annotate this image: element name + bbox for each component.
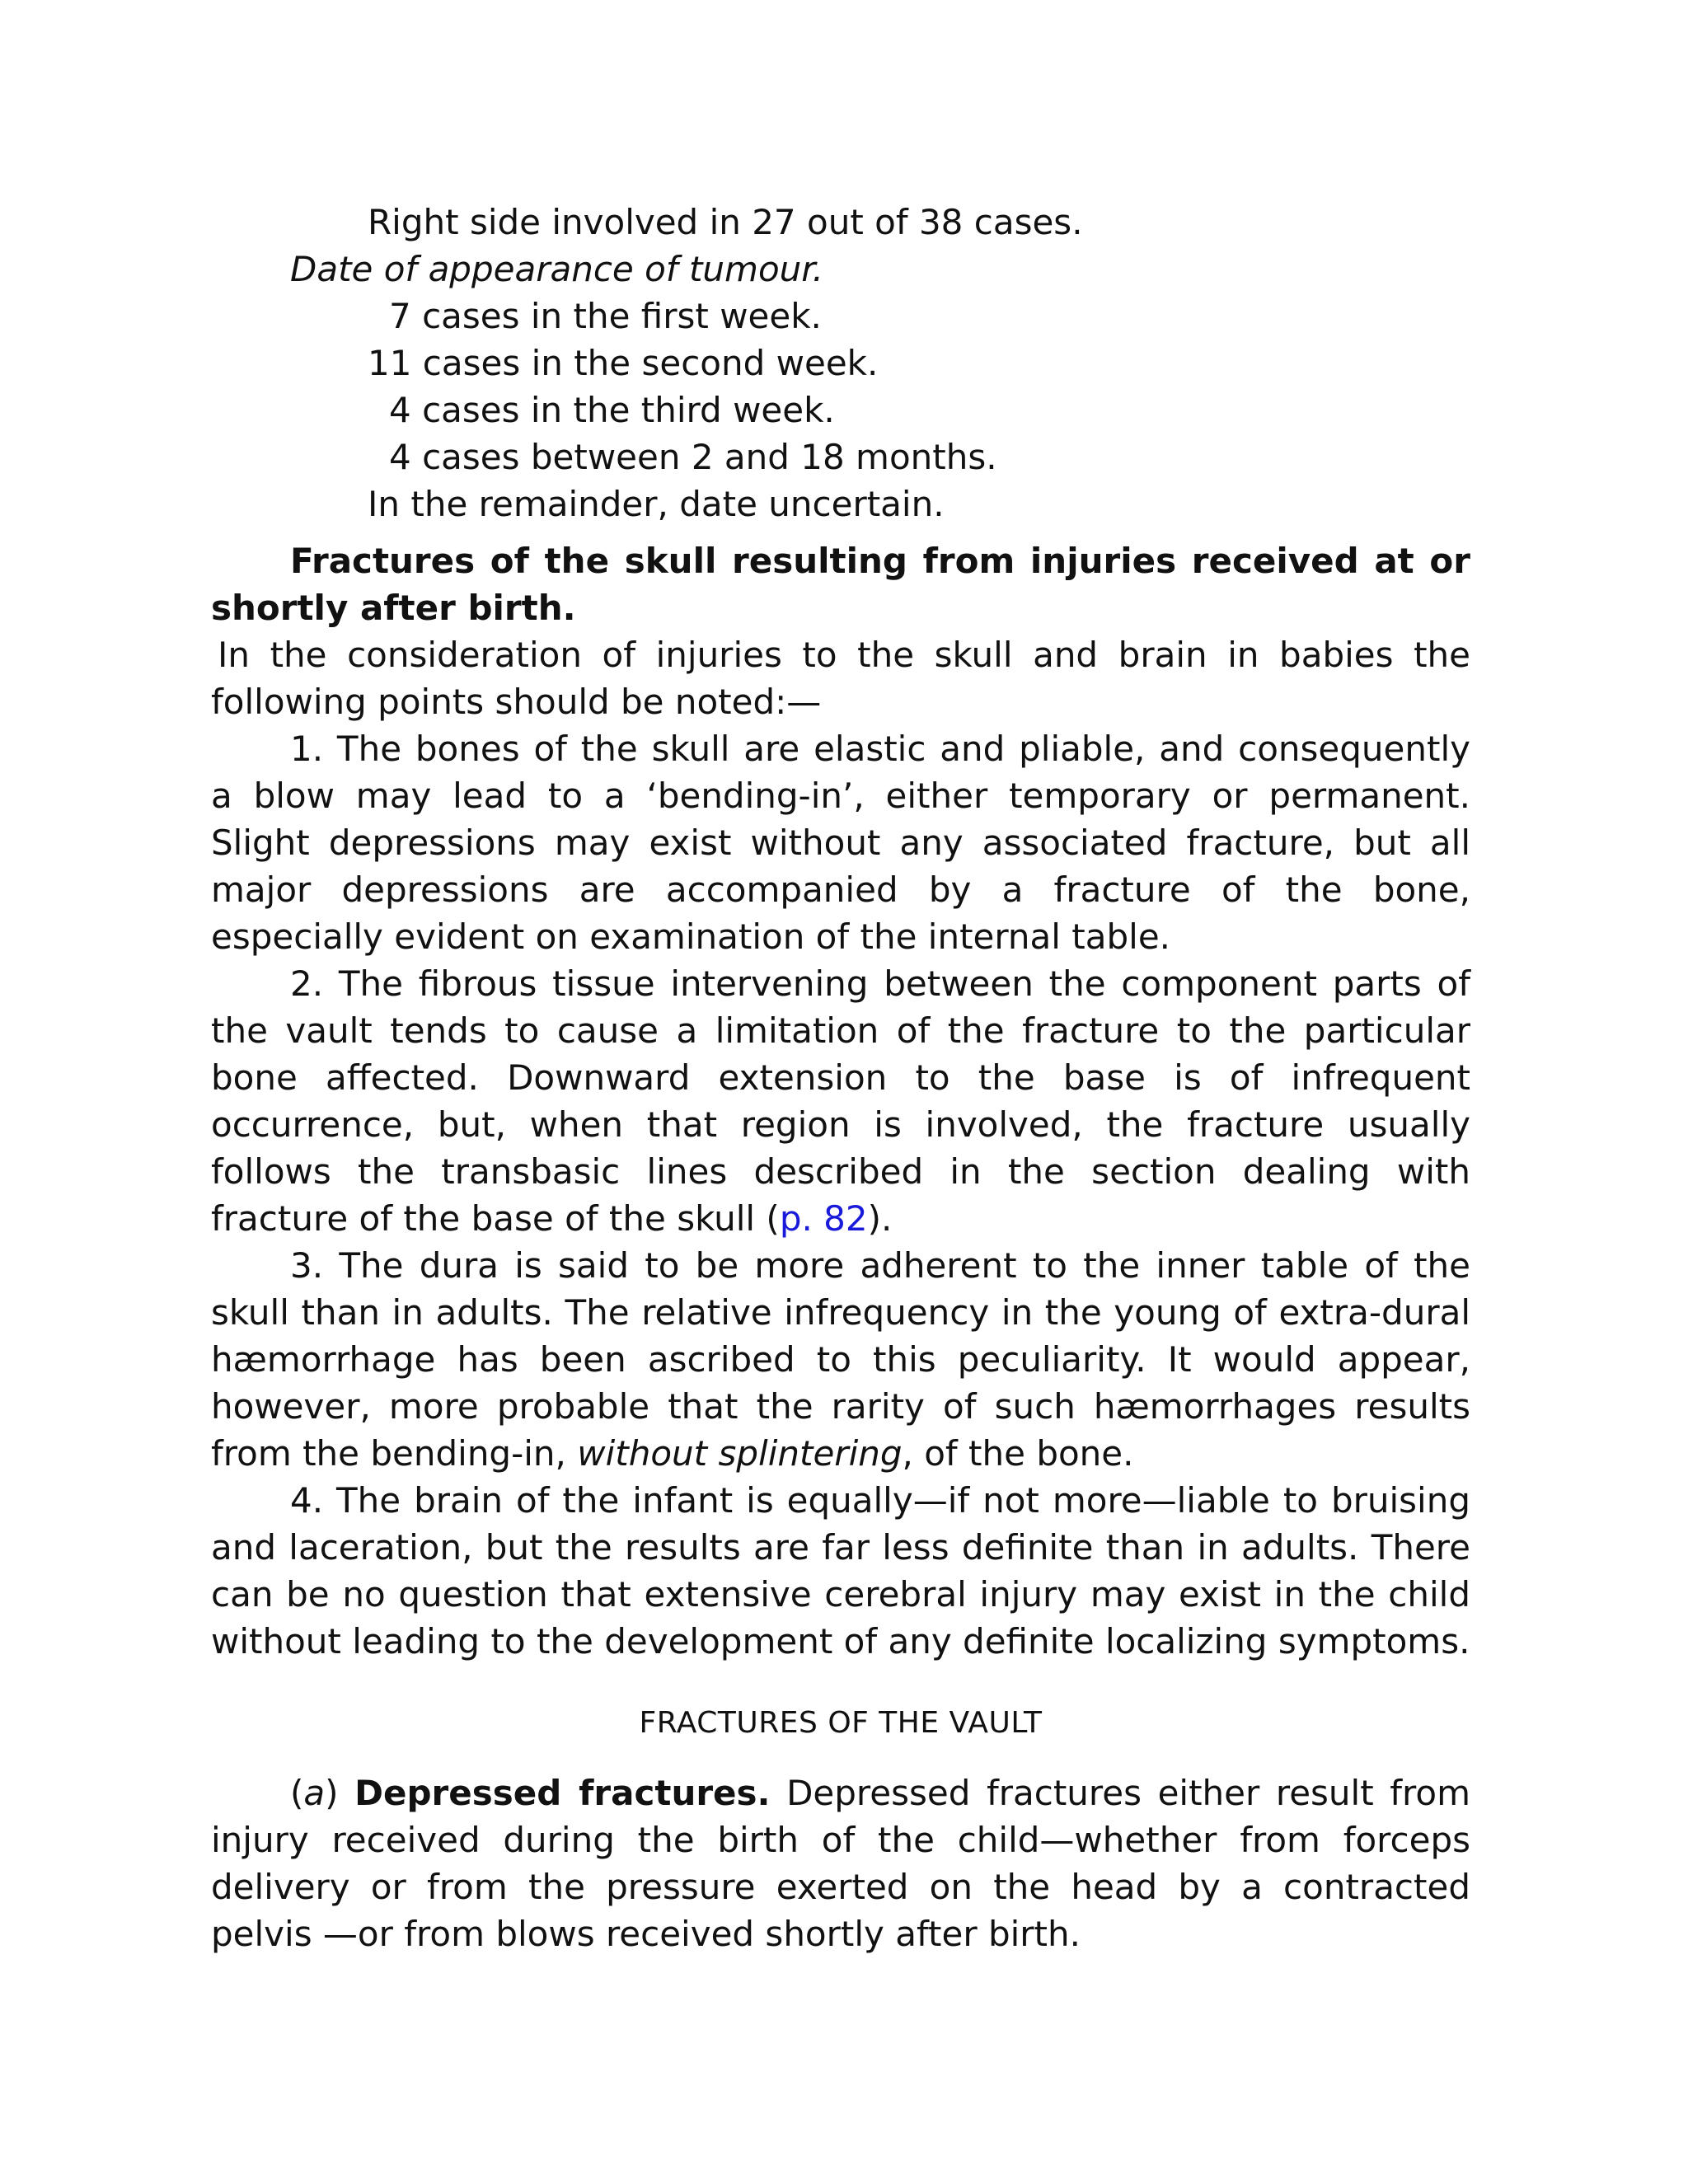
label-open: (	[290, 1773, 304, 1813]
depressed-fractures-paragraph	[211, 1769, 1470, 1957]
stat-row-months: 4 cases between 2 and 18 months.	[389, 437, 997, 477]
point-2-text: 2. The fibrous tissue intervening between the component parts of the vault tends to cause a limitation of the fracture to the particular bone affected. Downward extension to the base is of infrequent occurrence, but, when that region is involved, the fracture usually follows the transbasic lines described in the section dealing with fracture of the base of the skull (	[211, 963, 1470, 1239]
stat-remainder: In the remainder, date uncertain.	[368, 484, 945, 524]
label-close: )	[325, 1773, 339, 1813]
stat-row-second-week: 11 cases in the second week.	[368, 343, 879, 383]
point-1: 1. The bones of the skull are elastic and pliable, and consequently a blow may lead to a ‘bending-in’, either temporary or permanent. Slight depressions may exist without any associated fracture, but all major depressions are accompanied by a fracture of the bone, especially evident on examination of the internal table.	[211, 729, 1470, 957]
point-3-italic: without splintering	[577, 1433, 903, 1474]
depressed-fractures-text: Depressed fractures either result from injury received during the birth of the child—whether from forceps delivery or from the pressure exerted on the head by a contracted pelvis —or from blows received shortly after birth.	[211, 1773, 1471, 1954]
page-reference-link[interactable]: p. 82	[779, 1198, 868, 1239]
stat-row-first-week: 7 cases in the first week.	[389, 296, 822, 336]
point-3	[211, 1242, 1470, 1477]
depressed-fractures-subheading: Depressed fractures.	[354, 1773, 771, 1813]
point-3-text: 3. The dura is said to be more adherent to the inner table of the skull than in adults. The relative infrequency in the young of extra-dural hæmorrhage has been ascribed to this peculiarity. It would appear, however, more probable that the rarity of such hæmorrhages results from the bending-in,	[211, 1245, 1470, 1474]
point-4: 4. The brain of the infant is equally—if not more—liable to bruising and laceration, but the results are far less definite than in adults. There can be no question that extensive cerebral injury may exist in the child without leading to the development of any definite localizing symptoms.	[211, 1480, 1470, 1661]
stat-right-side: Right side involved in 27 out of 38 cases.	[368, 202, 1083, 242]
point-3-end: , of the bone.	[902, 1433, 1134, 1474]
section-heading: Fractures of the skull resulting from injuries received at or shortly after birth.	[211, 541, 1470, 628]
stat-row-third-week: 4 cases in the third week.	[389, 390, 835, 430]
point-2-end: ).	[867, 1198, 893, 1239]
label-letter: a	[303, 1773, 326, 1813]
date-heading: Date of appearance of tumour.	[290, 249, 824, 289]
document-body	[211, 199, 1470, 1957]
section-intro: In the consideration of injuries to the skull and brain in babies the following points should be noted:—	[211, 635, 1470, 722]
vault-heading: FRACTURES OF THE VAULT	[639, 1706, 1043, 1740]
point-2	[211, 960, 1470, 1242]
